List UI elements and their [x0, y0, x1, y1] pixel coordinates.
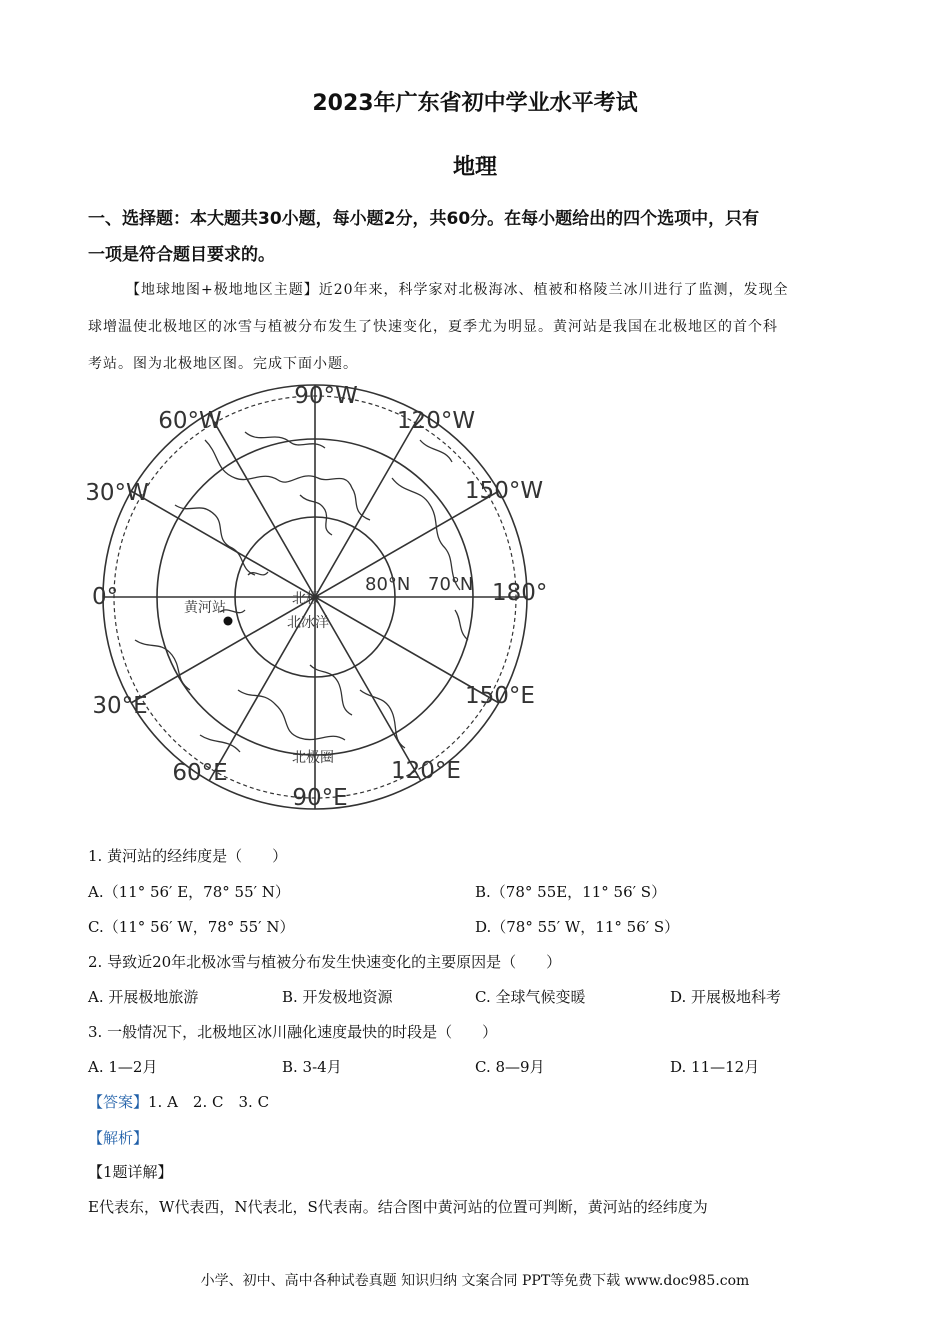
intro-line2: 球增温使北极地区的冰雪与植被分布发生了快速变化，夏季尤为明显。黄河站是我国在北极地区的首个科: [88, 319, 778, 335]
arctic-ocean-label: 北冰洋: [287, 615, 329, 631]
footer-text: 小学、初中、高中各种试卷真题 知识归纳 文案合同 PPT等免费下载 www.doc985.com: [200, 1273, 750, 1289]
question-3-option-b: B. 3-4月: [282, 1058, 342, 1076]
lat-label-80n: 80°N: [365, 574, 411, 595]
answer-text: 1. A 2. C 3. C: [148, 1093, 270, 1111]
huanghe-station-label: 黄河站: [184, 600, 226, 616]
lon-label-90w: 90°W: [294, 383, 358, 409]
lon-label-120w: 120°W: [396, 408, 476, 434]
lon-label-30w: 30°W: [85, 480, 149, 506]
lon-label-0: 0°: [92, 584, 119, 610]
lon-label-90e: 90°E: [292, 785, 348, 811]
lon-label-30e: 30°E: [92, 693, 148, 719]
arctic-map: [80, 378, 560, 838]
question-3-stem: 3. 一般情况下，北极地区冰川融化速度最快的时段是（ ）: [88, 1023, 498, 1041]
question-3-option-a: A. 1—2月: [88, 1058, 158, 1076]
question-1-option-c: C.（11° 56′ W，78° 55′ N）: [88, 918, 295, 936]
subject-title: 地理: [452, 155, 497, 180]
huanghe-station-dot: [224, 617, 233, 626]
analysis-tag: 【解析】: [88, 1129, 149, 1147]
question-2-stem: 2. 导致近20年北极冰雪与植被分布发生快速变化的主要原因是（ ）: [88, 953, 562, 971]
arctic-circle-label: 北极圈: [292, 750, 334, 766]
question-1-stem: 1. 黄河站的经纬度是（ ）: [88, 847, 288, 865]
lon-label-60e: 60°E: [172, 760, 228, 786]
intro-line3: 考站。图为北极地区图。完成下面小题。: [88, 356, 358, 372]
question-2-option-d: D. 开展极地科考: [670, 988, 782, 1006]
lon-label-60w: 60°W: [158, 408, 222, 434]
intro-line1: 【地球地图+极地地区主题】近20年来，科学家对北极海冰、植被和格陵兰冰川进行了监测，发现全: [126, 282, 789, 298]
answer-tag: 【答案】: [88, 1093, 149, 1111]
lon-label-180: 180°: [492, 580, 548, 606]
exam-title: 2023年广东省初中学业水平考试: [312, 91, 638, 116]
question-3-option-c: C. 8—9月: [475, 1058, 545, 1076]
question-1-option-d: D.（78° 55′ W，11° 56′ S）: [475, 918, 680, 936]
question-1-option-b: B.（78° 55E，11° 56′ S）: [475, 883, 667, 901]
lon-label-120e: 120°E: [391, 758, 461, 784]
question-1-option-a: A.（11° 56′ E，78° 55′ N）: [88, 883, 290, 901]
north-pole-label: 北极: [292, 591, 320, 607]
lat-label-70n: 70°N: [428, 574, 474, 595]
lon-label-150e: 150°E: [465, 683, 535, 709]
section-heading-line2: 一项是符合题目要求的。: [88, 245, 275, 265]
lon-label-150w: 150°W: [464, 478, 544, 504]
question-2-option-a: A. 开展极地旅游: [88, 988, 199, 1006]
question-2-option-b: B. 开发极地资源: [282, 988, 393, 1006]
section-heading-line1: 一、选择题：本大题共30小题，每小题2分，共60分。在每小题给出的四个选项中，只有: [88, 209, 760, 229]
analysis-detail-text: E代表东，W代表西，N代表北，S代表南。结合图中黄河站的位置可判断，黄河站的经纬度为: [88, 1198, 708, 1216]
answer-line: [88, 1091, 269, 1112]
analysis-detail-tag: 【1题详解】: [88, 1163, 173, 1181]
question-3-option-d: D. 11—12月: [670, 1058, 760, 1076]
question-2-option-c: C. 全球气候变暖: [475, 988, 586, 1006]
